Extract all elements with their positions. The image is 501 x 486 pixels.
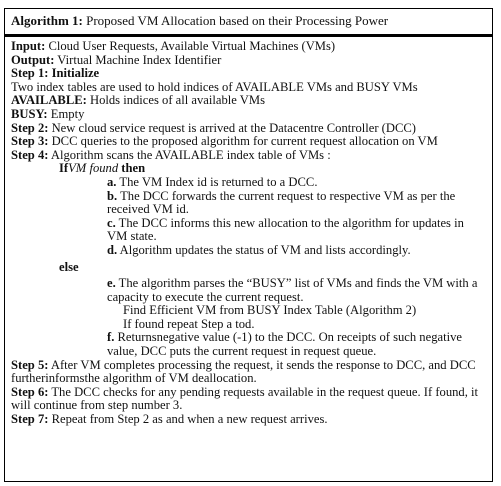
step2-line — [11, 122, 486, 136]
step5-line — [11, 359, 486, 386]
step-c — [11, 217, 486, 244]
step-b — [11, 190, 486, 217]
step6-line — [11, 386, 486, 413]
step-e — [11, 277, 486, 304]
busy-key: BUSY: — [11, 106, 48, 121]
step-e-value: The algorithm parses the “BUSY” list of VMs and finds the VM with a capacity to execute the current request. — [107, 276, 478, 304]
output-value: Virtual Machine Index Identifier — [54, 52, 222, 67]
input-key: Input: — [11, 39, 46, 53]
algorithm-title: Proposed VM Allocation based on their Processing Power — [82, 13, 389, 28]
step-f-key: f. — [107, 330, 115, 345]
if-keyword: If — [59, 161, 69, 176]
step-f-value: Returnsnegative value (-1) to the DCC. On receipts of such negative value, DCC puts the current request in request queue. — [107, 330, 462, 359]
step6-key: Step 6: — [11, 384, 49, 399]
step6-value: The DCC checks for any pending requests available in the request queue. If found, it will continue from step number 3. — [11, 384, 479, 413]
output-line — [11, 54, 486, 68]
input-value: Cloud User Requests, Available Virtual Machines (VMs) — [45, 39, 336, 53]
step-a-value: The VM Index id is returned to a DCC. — [116, 174, 318, 189]
step-d — [11, 244, 486, 258]
step-c-key: c. — [107, 215, 116, 230]
step-b-value: The DCC forwards the current request to respective VM as per the received VM id. — [107, 188, 456, 217]
step3-value: DCC queries to the proposed algorithm for current request allocation on VM — [48, 134, 438, 149]
step-d-key: d. — [107, 242, 118, 257]
step-e-key: e. — [107, 276, 116, 291]
init-desc: Two index tables are used to hold indices of AVAILABLE VMs and BUSY VMs — [11, 79, 418, 94]
algorithm-body — [5, 37, 492, 427]
available-line — [11, 94, 486, 108]
input-line — [11, 40, 486, 54]
then-keyword: then — [118, 161, 146, 176]
step2-key: Step 2: — [11, 120, 49, 135]
step1-line: Step 1: Initialize — [11, 66, 100, 81]
step7-value: Repeat from Step 2 as and when a new request arrives. — [48, 412, 328, 427]
step-d-value: Algorithm updates the status of VM and lists accordingly. — [117, 242, 411, 257]
algorithm-header — [5, 9, 492, 35]
busy-value: Empty — [47, 106, 85, 121]
else-line: else — [59, 259, 79, 274]
busy-line — [11, 108, 486, 122]
step-f — [11, 331, 486, 358]
step-a — [11, 176, 486, 190]
step3-key: Step 3: — [11, 134, 49, 149]
step-a-key: a. — [107, 174, 117, 189]
if-condition: VM found — [68, 161, 119, 176]
step4-line — [11, 149, 486, 163]
output-key: Output: — [11, 52, 55, 67]
step7-key: Step 7: — [11, 412, 49, 427]
step5-key: Step 5: — [11, 357, 49, 372]
available-value: Holds indices of all available VMs — [86, 93, 265, 108]
algorithm-box — [4, 8, 493, 482]
step-b-key: b. — [107, 188, 118, 203]
find-line: Find Efficient VM from BUSY Index Table (Algorithm 2) — [123, 303, 417, 318]
step7-line — [11, 413, 486, 427]
step4-value: Algorithm scans the AVAILABLE index table of VMs : — [48, 147, 331, 162]
step4-key: Step 4: — [11, 147, 49, 162]
available-key: AVAILABLE: — [11, 93, 87, 108]
algorithm-label: Algorithm 1: — [11, 13, 83, 28]
step5-value: After VM completes processing the request, it sends the response to DCC, and DCC furtherinformsthe algorithm of VM deallocation. — [11, 357, 476, 386]
step-c-value: The DCC informs this new allocation to the algorithm for updates in VM state. — [107, 215, 464, 244]
step3-line — [11, 135, 486, 149]
step2-value: New cloud service request is arrived at the Datacentre Controller (DCC) — [48, 120, 416, 135]
iffound-line: If found repeat Step a tod. — [123, 316, 255, 331]
if-line — [11, 162, 486, 176]
